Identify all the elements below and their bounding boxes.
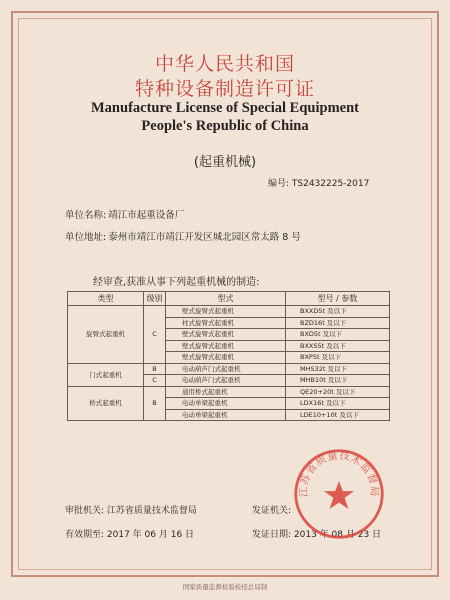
type-cell: 旋臂式起重机: [68, 306, 144, 364]
seal-text: 江苏省质量技术监督局: [297, 449, 381, 498]
level-cell: C: [144, 306, 166, 364]
issue-label: 发证机关:: [252, 506, 292, 516]
model-cell: 电动葫芦门式起重机: [166, 375, 286, 387]
header-param: 型号 / 参数: [286, 292, 390, 306]
bottom-note: 国家质量监督检验检疫总局制: [182, 583, 268, 591]
issue-authority-row: [252, 503, 291, 516]
level-cell: C: [144, 375, 166, 387]
param-cell: BXXS5t 及以下: [286, 340, 390, 352]
param-cell: MHB10t 及以下: [286, 375, 390, 387]
unit-address-label: 单位地址:: [65, 232, 107, 243]
model-cell: 壁式旋臂式起重机: [166, 329, 286, 341]
title-en-line2: People's Republic of China: [141, 118, 309, 134]
model-cell: 壁式旋臂式起重机: [166, 340, 286, 352]
header-type: 类型: [68, 292, 144, 306]
param-cell: BXD5t 及以下: [286, 329, 390, 341]
valid-date: 2017 年 06 月 16 日: [106, 530, 195, 540]
table-row: [68, 363, 390, 375]
model-cell: 壁式旋臂式起重机: [166, 352, 286, 364]
valid-label: 有效期至:: [65, 530, 105, 540]
param-cell: BXXD5t 及以下: [286, 306, 390, 318]
title-cn-line1: 中华人民共和国: [154, 53, 295, 75]
title-en-line1: Manufacture License of Special Equipment: [91, 100, 359, 116]
unit-name-label: 单位名称:: [65, 210, 107, 221]
title-cn-line2: 特种设备制造许可证: [134, 78, 315, 100]
certificate-number: 编号: TS2432225-2017: [268, 179, 370, 189]
table-header-row: [68, 292, 390, 306]
header-level: 级别: [144, 292, 166, 306]
issue-date: 2013 年 08 月 23 日: [293, 530, 382, 540]
param-cell: MHS32t 及以下: [286, 363, 390, 375]
param-cell: LDX16t 及以下: [286, 398, 390, 410]
header-model: 型式: [166, 292, 286, 306]
subtitle: (起重机械): [193, 155, 257, 170]
level-cell: B: [144, 386, 166, 421]
table-row: [68, 306, 390, 318]
type-cell: 桥式起重机: [68, 386, 144, 421]
model-cell: 电动单梁起重机: [166, 398, 286, 410]
model-cell: 通用桥式起重机: [166, 386, 286, 398]
param-cell: BZD16t 及以下: [286, 317, 390, 329]
intro-text: 经审查,获准从事下列起重机械的制造:: [93, 277, 260, 288]
level-cell: B: [144, 363, 166, 375]
official-seal-icon: [292, 447, 386, 541]
unit-name: 靖江市起重设备厂: [108, 210, 185, 221]
unit-address-row: [65, 229, 301, 243]
table-row: [68, 386, 390, 398]
param-cell: QE20+20t 及以下: [286, 386, 390, 398]
type-cell: 门式起重机: [68, 363, 144, 386]
param-cell: BXP5t 及以下: [286, 352, 390, 364]
model-cell: 壁式旋臂式起重机: [166, 306, 286, 318]
issuer-row: [65, 503, 197, 516]
issuer-label: 审批机关:: [65, 506, 105, 516]
unit-address: 泰州市靖江市靖江开发区城北园区常太路 8 号: [108, 232, 301, 243]
param-cell: LDE10+10t 及以下: [286, 409, 390, 421]
issuer: 江苏省质量技术监督局: [106, 506, 197, 516]
model-cell: 电动葫芦门式起重机: [166, 363, 286, 375]
equipment-table: [67, 291, 390, 421]
issue-date-label: 发证日期:: [252, 530, 292, 540]
unit-name-row: [65, 207, 184, 221]
model-cell: 电动单梁起重机: [166, 409, 286, 421]
valid-row: [65, 527, 194, 540]
model-cell: 柱式旋臂式起重机: [166, 317, 286, 329]
